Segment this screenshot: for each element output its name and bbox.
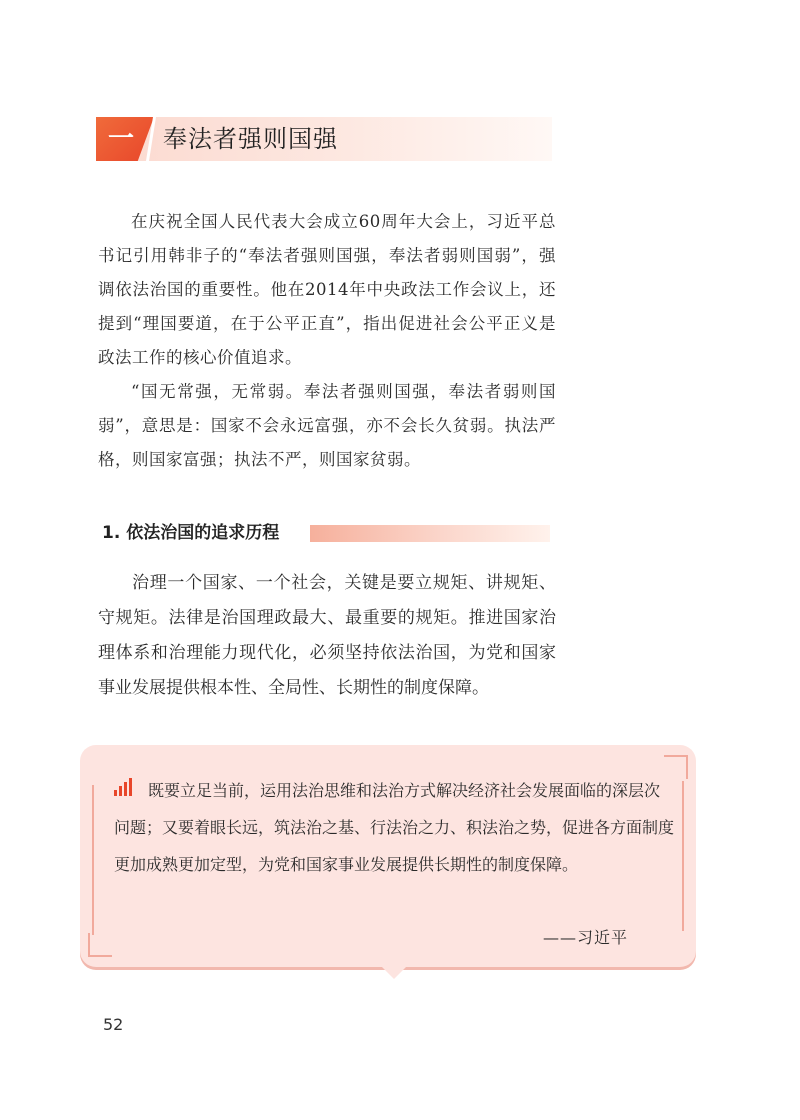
quote-text: 既要立足当前，运用法治思维和法治方式解决经济社会发展面临的深层次问题；又要着眼长远，筑法治之基、行法治之力、积法治之势，促进各方面制度更加成熟更加定型，为党和国家事业发展提供长期性的制度保障。 [114,781,675,874]
chapter-title: 奉法者强则国强 [163,125,338,153]
intro-paragraph-1: 在庆祝全国人民代表大会成立60周年大会上，习近平总书记引用韩非子的“奉法者强则国强，奉法者弱则国弱”，强调依法治国的重要性。他在2014年中央政法工作会议上，还提到“理国要道，在于公平正直”，指出促进社会公平正义是政法工作的核心价值追求。 [98,212,556,367]
quote-author: ——习近平 [542,928,628,947]
section-heading [98,520,552,546]
quote-border-line [92,785,94,935]
chapter-number: 一 [108,124,135,154]
section-paragraph: 治理一个国家、一个社会，关键是要立规矩、讲规矩、守规矩。法律是治国理政最大、最重要的规矩。推进国家治理体系和治理能力现代化，必须坚持依法治国，为党和国家事业发展提供根本性、全局性、长期性的制度保障。 [98,573,556,698]
quote-border-line [682,781,684,931]
quote-box [80,745,696,967]
section-heading-bar [310,525,550,542]
chapter-header [96,117,552,161]
quote-corner-ornament [88,933,112,957]
page-number: 52 [103,1015,124,1034]
quote-pointer [380,965,408,979]
intro-paragraph-2: “国无常强，无常弱。奉法者强则国强，奉法者弱则国弱”，意思是：国家不会永远富强，亦不会长久贫弱。执法严格，则国家富强；执法不严，则国家贫弱。 [98,382,556,469]
section-heading-label: 1. 依法治国的追求历程 [102,523,280,543]
